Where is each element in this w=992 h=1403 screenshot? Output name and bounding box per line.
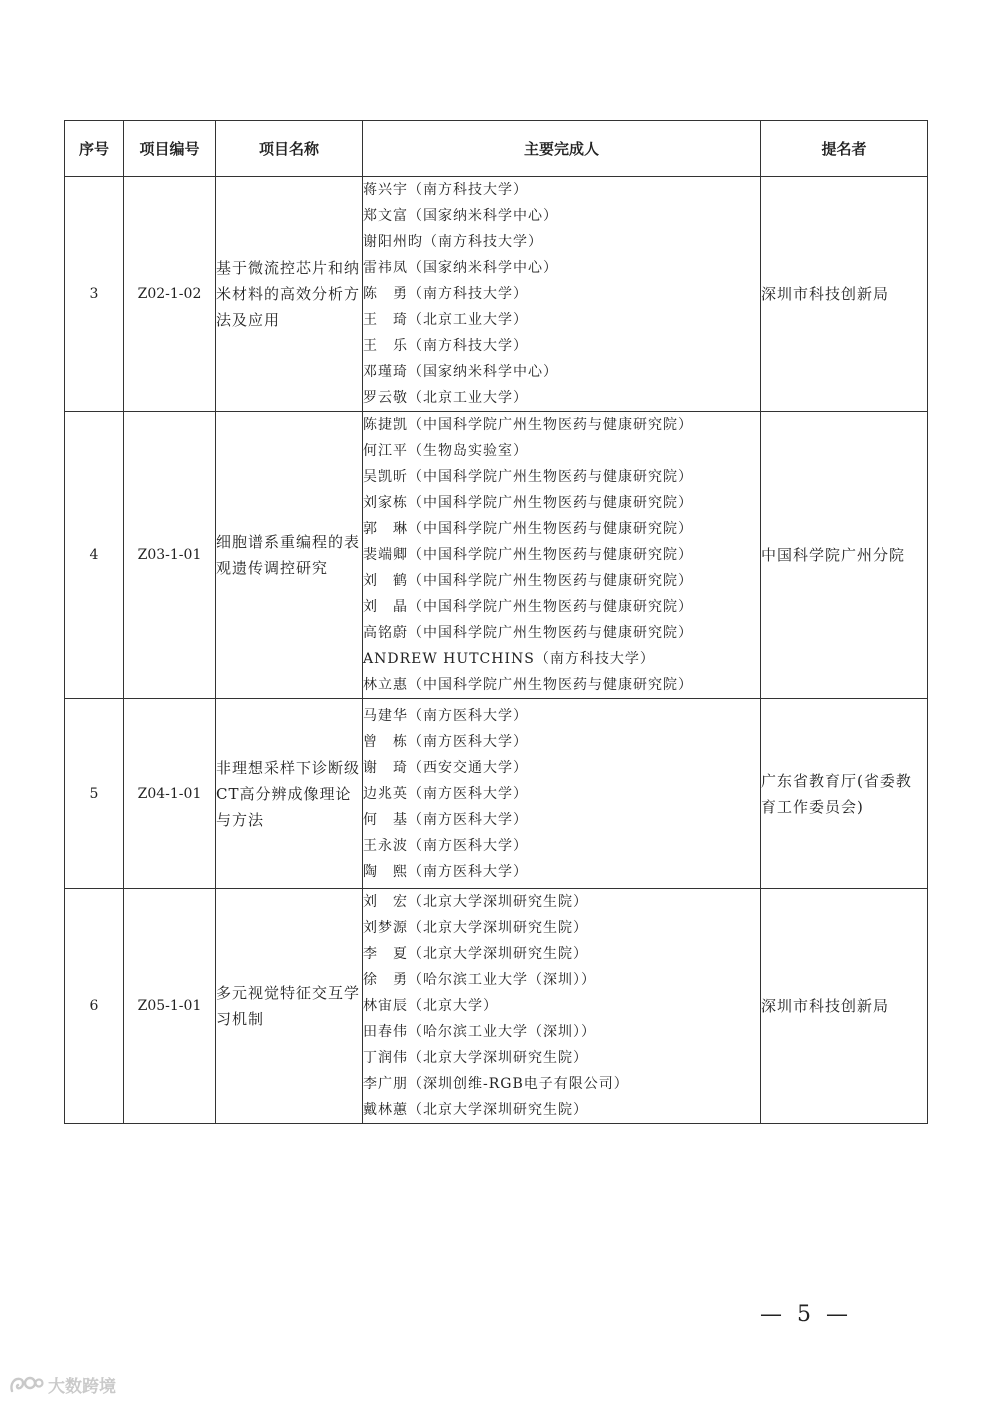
cell-people xyxy=(363,412,761,699)
brand-logo-icon xyxy=(8,1374,44,1396)
person-entry: 曾 栋（南方医科大学） xyxy=(363,733,528,750)
person-entry: 蒋兴宇（南方科技大学） xyxy=(363,182,528,198)
cell-name: 非理想采样下诊断级CT高分辨成像理论与方法 xyxy=(216,699,363,889)
header-no: 序号 xyxy=(65,121,124,177)
person-entry: ANDREW HUTCHINS（南方科技大学） xyxy=(363,651,655,667)
person-entry: 何 基（南方医科大学） xyxy=(363,811,528,828)
award-table xyxy=(64,120,928,1124)
person-entry: 丁润伟（北京大学深圳研究生院） xyxy=(363,1050,588,1066)
person-entry: 刘 晶（中国科学院广州生物医药与健康研究院） xyxy=(363,599,693,615)
person-entry: 谢 琦（西安交通大学） xyxy=(363,759,528,776)
person-entry: 陶 熙（南方医科大学） xyxy=(363,863,528,880)
table-row xyxy=(65,699,928,889)
cell-code: Z02-1-02 xyxy=(124,177,216,412)
cell-no: 6 xyxy=(65,889,124,1124)
cell-code: Z04-1-01 xyxy=(124,699,216,889)
person-entry: 戴林蕙（北京大学深圳研究生院） xyxy=(363,1102,588,1118)
person-entry: 刘梦源（北京大学深圳研究生院） xyxy=(363,920,588,936)
cell-no: 5 xyxy=(65,699,124,889)
table-row xyxy=(65,889,928,1124)
person-entry: 陈 勇（南方科技大学） xyxy=(363,286,528,302)
person-entry: 郑文富（国家纳米科学中心） xyxy=(363,208,558,224)
header-people: 主要完成人 xyxy=(363,121,761,177)
person-entry: 刘 宏（北京大学深圳研究生院） xyxy=(363,894,588,910)
watermark xyxy=(8,1372,116,1397)
header-code: 项目编号 xyxy=(124,121,216,177)
person-entry: 林宙辰（北京大学） xyxy=(363,998,498,1014)
person-entry: 马建华（南方医科大学） xyxy=(363,707,528,724)
cell-no: 4 xyxy=(65,412,124,699)
cell-code: Z05-1-01 xyxy=(124,889,216,1124)
cell-nominator: 深圳市科技创新局 xyxy=(761,889,928,1124)
header-name: 项目名称 xyxy=(216,121,363,177)
cell-name: 细胞谱系重编程的表观遗传调控研究 xyxy=(216,412,363,699)
cell-code: Z03-1-01 xyxy=(124,412,216,699)
person-entry: 王永波（南方医科大学） xyxy=(363,837,528,854)
table-row xyxy=(65,177,928,412)
cell-people xyxy=(363,699,761,889)
cell-people xyxy=(363,889,761,1124)
person-entry: 裴端卿（中国科学院广州生物医药与健康研究院） xyxy=(363,547,693,563)
cell-people xyxy=(363,177,761,412)
cell-name: 多元视觉特征交互学习机制 xyxy=(216,889,363,1124)
cell-no: 3 xyxy=(65,177,124,412)
person-entry: 雷祎凤（国家纳米科学中心） xyxy=(363,260,558,276)
cell-nominator: 广东省教育厅(省委教育工作委员会) xyxy=(761,699,928,889)
person-entry: 罗云敬（北京工业大学） xyxy=(363,390,528,406)
person-entry: 边兆英（南方医科大学） xyxy=(363,785,528,802)
person-entry: 高铭蔚（中国科学院广州生物医药与健康研究院） xyxy=(363,625,693,641)
person-entry: 李广朋（深圳创维-RGB电子有限公司） xyxy=(363,1076,629,1092)
header-nominator: 提名者 xyxy=(761,121,928,177)
person-entry: 刘家栋（中国科学院广州生物医药与健康研究院） xyxy=(363,495,693,511)
person-entry: 王 琦（北京工业大学） xyxy=(363,312,528,328)
person-entry: 吴凯昕（中国科学院广州生物医药与健康研究院） xyxy=(363,469,693,485)
person-entry: 刘 鹤（中国科学院广州生物医药与健康研究院） xyxy=(363,573,693,589)
person-entry: 田春伟（哈尔滨工业大学（深圳）） xyxy=(363,1024,596,1040)
person-entry: 徐 勇（哈尔滨工业大学（深圳）） xyxy=(363,972,596,988)
header-row xyxy=(65,121,928,177)
person-entry: 陈捷凯（中国科学院广州生物医药与健康研究院） xyxy=(363,417,693,433)
table-row xyxy=(65,412,928,699)
cell-nominator: 中国科学院广州分院 xyxy=(761,412,928,699)
person-entry: 林立惠（中国科学院广州生物医药与健康研究院） xyxy=(363,677,693,693)
cell-nominator: 深圳市科技创新局 xyxy=(761,177,928,412)
cell-name: 基于微流控芯片和纳米材料的高效分析方法及应用 xyxy=(216,177,363,412)
person-entry: 谢阳州昀（南方科技大学） xyxy=(363,234,543,250)
page-number: — 5 — xyxy=(760,1302,852,1327)
person-entry: 何江平（生物岛实验室） xyxy=(363,443,528,459)
person-entry: 王 乐（南方科技大学） xyxy=(363,338,528,354)
person-entry: 邓瑾琦（国家纳米科学中心） xyxy=(363,364,558,380)
watermark-text: 大数跨境 xyxy=(48,1377,116,1397)
person-entry: 李 夏（北京大学深圳研究生院） xyxy=(363,946,588,962)
person-entry: 郭 琳（中国科学院广州生物医药与健康研究院） xyxy=(363,521,693,537)
